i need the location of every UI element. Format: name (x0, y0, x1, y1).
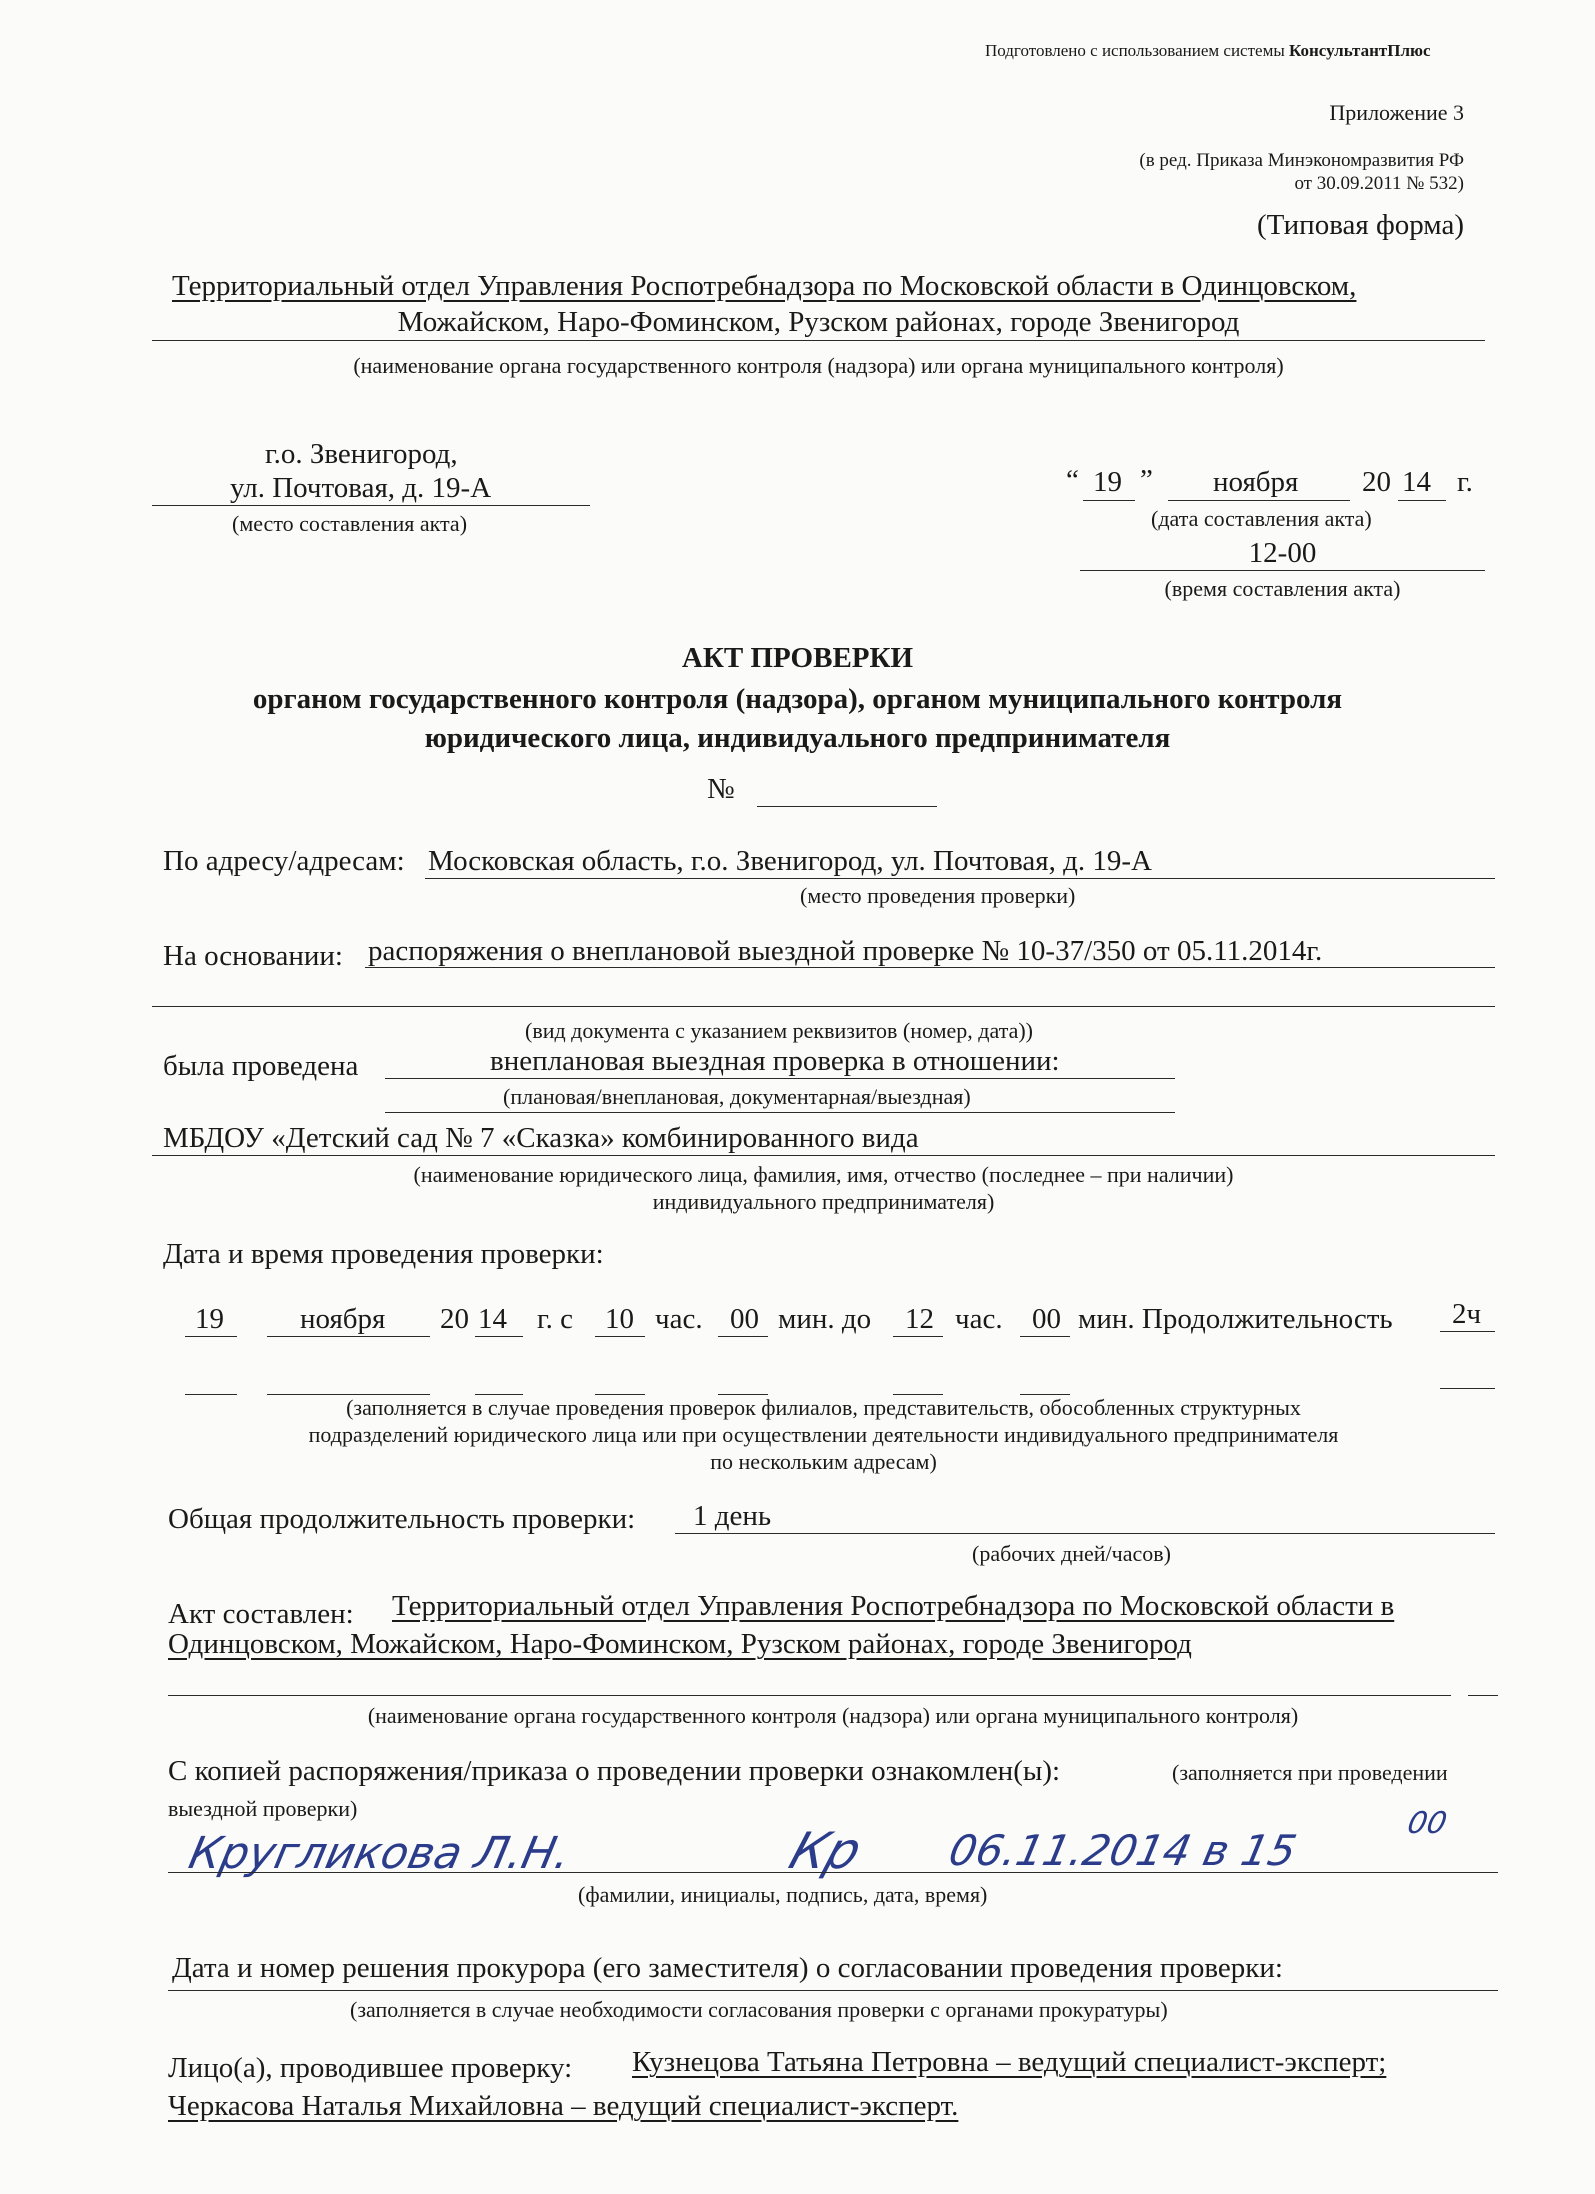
datetime-caption-line-3: по нескольким адресам) (710, 1449, 937, 1474)
act-number-label: № (707, 773, 735, 805)
datetime-to-min-rule (1020, 1336, 1070, 1337)
address-label: По адресу/адресам: (163, 845, 405, 877)
consultant-header (985, 41, 1431, 61)
date-year-prefix: 20 (1362, 466, 1391, 498)
amendment-line-2: от 30.09.2011 № 532) (1294, 173, 1464, 194)
copy-note-line-1: (заполняется при проведении (1172, 1760, 1448, 1785)
place-rule (152, 505, 590, 506)
copy-note-line-2: выездной проверки) (168, 1796, 358, 1821)
place-line-1: г.о. Звенигород, (265, 438, 458, 470)
datetime-hour-label-2: час. (955, 1303, 1003, 1335)
datetime-blank-duration-rule (1440, 1388, 1495, 1389)
copy-label: С копией распоряжения/приказа о проведении проверки ознакомлен(ы): (168, 1755, 1061, 1787)
entity-caption-line-1: (наименование юридического лица, фамилия, имя, отчество (последнее – при наличии) (413, 1162, 1234, 1187)
total-duration-label: Общая продолжительность проверки: (168, 1503, 636, 1535)
prepared-with-text: Подготовлено с использованием системы (985, 41, 1285, 60)
prosecutor-caption: (заполняется в случае необходимости согласования проверки с органами прокуратуры) (350, 1997, 1168, 2022)
authority-rule (152, 340, 1485, 341)
basis-caption: (вид документа с указанием реквизитов (номер, дата)) (525, 1018, 1033, 1043)
date-month-rule (1168, 500, 1350, 501)
prosecutor-label: Дата и номер решения прокурора (его заместителя) о согласовании проведения проверки: (172, 1952, 1283, 1984)
place-caption: (место составления акта) (232, 511, 468, 536)
place-line-2: ул. Почтовая, д. 19-А (230, 472, 492, 504)
datetime-from-hour-rule (595, 1336, 645, 1337)
compiled-caption: (наименование органа государственного контроля (надзора) или органа муниципального контроля) (367, 1703, 1299, 1728)
time-value: 12-00 (1248, 537, 1317, 569)
signature-name-handwritten: Кругликова Л.Н. (184, 1828, 575, 1879)
datetime-month-rule (267, 1336, 430, 1337)
datetime-hour-label: час. (655, 1303, 703, 1335)
amendment-line-1: (в ред. Приказа Минэкономразвития РФ (1139, 150, 1464, 171)
form-type: (Типовая форма) (1257, 209, 1464, 241)
datetime-month: ноября (300, 1303, 386, 1335)
basis-rule-2 (152, 1006, 1495, 1007)
date-year-unit: г. (1457, 466, 1473, 498)
authority-name-line-2: Можайском, Наро-Фоминском, Рузском районах, городе Звенигород (397, 306, 1240, 338)
datetime-duration: 2ч (1452, 1298, 1482, 1330)
authority-caption: (наименование органа государственного контроля (надзора) или органа муниципального контроля) (353, 353, 1284, 378)
act-number-rule (757, 806, 937, 807)
datetime-to-hour-rule (893, 1336, 943, 1337)
datetime-min-to-label: мин. до (778, 1303, 872, 1335)
date-month: ноября (1213, 466, 1299, 498)
signature-mark-handwritten: Кр (782, 1822, 869, 1880)
copy-rule (168, 1872, 1498, 1873)
compiled-value-line-2: Одинцовском, Можайском, Наро-Фоминском, Рузском районах, городе Звенигород (168, 1628, 1192, 1660)
datetime-year-suffix: 14 (478, 1303, 507, 1335)
inspection-caption: (плановая/внеплановая, документарная/выездная) (503, 1084, 971, 1109)
basis-label: На основании: (163, 940, 343, 972)
datetime-label: Дата и время проведения проверки: (163, 1238, 604, 1270)
compiled-rule-end (1468, 1695, 1498, 1696)
date-open-quote: “ (1066, 464, 1079, 496)
act-title: АКТ ПРОВЕРКИ (681, 642, 914, 674)
datetime-to-hour: 12 (905, 1303, 934, 1335)
inspection-caption-rule (385, 1112, 1175, 1113)
time-rule (1080, 570, 1485, 571)
basis-value: распоряжения о внеплановой выездной проверке № 10-37/350 от 05.11.2014г. (368, 935, 1323, 967)
inspection-label: была проведена (163, 1050, 359, 1082)
datetime-from-min-rule (718, 1336, 768, 1337)
datetime-year-prefix: 20 (440, 1303, 469, 1335)
compiled-label: Акт составлен: (168, 1598, 354, 1630)
authority-name-line-1: Территориальный отдел Управления Роспотребнадзора по Московской области в Одинцовском, (172, 270, 1357, 302)
date-day: 19 (1093, 466, 1122, 498)
datetime-day-rule (185, 1336, 237, 1337)
datetime-day: 19 (195, 1303, 224, 1335)
signature-datetime-handwritten: 06.11.2014 в 15 (944, 1826, 1301, 1875)
prosecutor-rule (168, 1990, 1498, 1991)
time-caption: (время составления акта) (1164, 576, 1401, 601)
date-caption: (дата составления акта) (1151, 506, 1372, 531)
copy-caption: (фамилии, инициалы, подпись, дата, время) (578, 1882, 988, 1907)
date-close-quote: ” (1140, 464, 1153, 496)
address-value: Московская область, г.о. Звенигород, ул. Почтовая, д. 19-А (428, 845, 1152, 877)
datetime-year-rule (475, 1336, 523, 1337)
act-subtitle-line-2: юридического лица, индивидуального предпринимателя (424, 722, 1171, 754)
inspectors-value-line-1: Кузнецова Татьяна Петровна – ведущий специалист-эксперт; (632, 2046, 1387, 2078)
compiled-rule (168, 1695, 1451, 1696)
total-duration-caption: (рабочих дней/часов) (972, 1541, 1171, 1566)
date-day-rule (1083, 500, 1135, 501)
entity-caption-line-2: индивидуального предпринимателя) (652, 1189, 995, 1214)
inspection-value: внеплановая выездная проверка в отношении: (490, 1045, 1060, 1077)
compiled-value-line-1: Территориальный отдел Управления Роспотребнадзора по Московской области в (392, 1590, 1395, 1622)
datetime-caption-line-2: подразделений юридического лица или при осуществлении деятельности индивидуального предпринимателя (308, 1422, 1339, 1447)
entity-rule (152, 1155, 1495, 1156)
total-duration-rule (675, 1533, 1495, 1534)
datetime-to-min: 00 (1032, 1303, 1061, 1335)
inspectors-value-line-2: Черкасова Наталья Михайловна – ведущий специалист-эксперт. (168, 2090, 959, 2122)
datetime-from-label: г. с (537, 1303, 573, 1335)
datetime-duration-rule (1440, 1331, 1495, 1332)
datetime-from-min: 00 (730, 1303, 759, 1335)
datetime-caption-line-1: (заполняется в случае проведения проверок филиалов, представительств, обособленных структурных (346, 1395, 1301, 1420)
address-caption: (место проведения проверки) (800, 883, 1076, 908)
signature-minutes-handwritten: 00 (1404, 1806, 1450, 1841)
appendix-label: Приложение 3 (1329, 100, 1464, 125)
date-year-suffix: 14 (1402, 466, 1431, 498)
date-year-rule (1398, 500, 1446, 501)
entity-value: МБДОУ «Детский сад № 7 «Сказка» комбинированного вида (163, 1122, 919, 1154)
system-name: КонсультантПлюс (1289, 41, 1431, 60)
inspectors-label: Лицо(а), проводившее проверку: (168, 2052, 573, 2084)
total-duration-value: 1 день (693, 1500, 772, 1532)
act-subtitle-line-1: органом государственного контроля (надзора), органом муниципального контроля (252, 683, 1343, 715)
datetime-from-hour: 10 (605, 1303, 634, 1335)
basis-rule (365, 967, 1495, 968)
inspection-rule (385, 1078, 1175, 1079)
address-rule (425, 878, 1495, 879)
datetime-duration-label: мин. Продолжительность (1078, 1303, 1393, 1335)
